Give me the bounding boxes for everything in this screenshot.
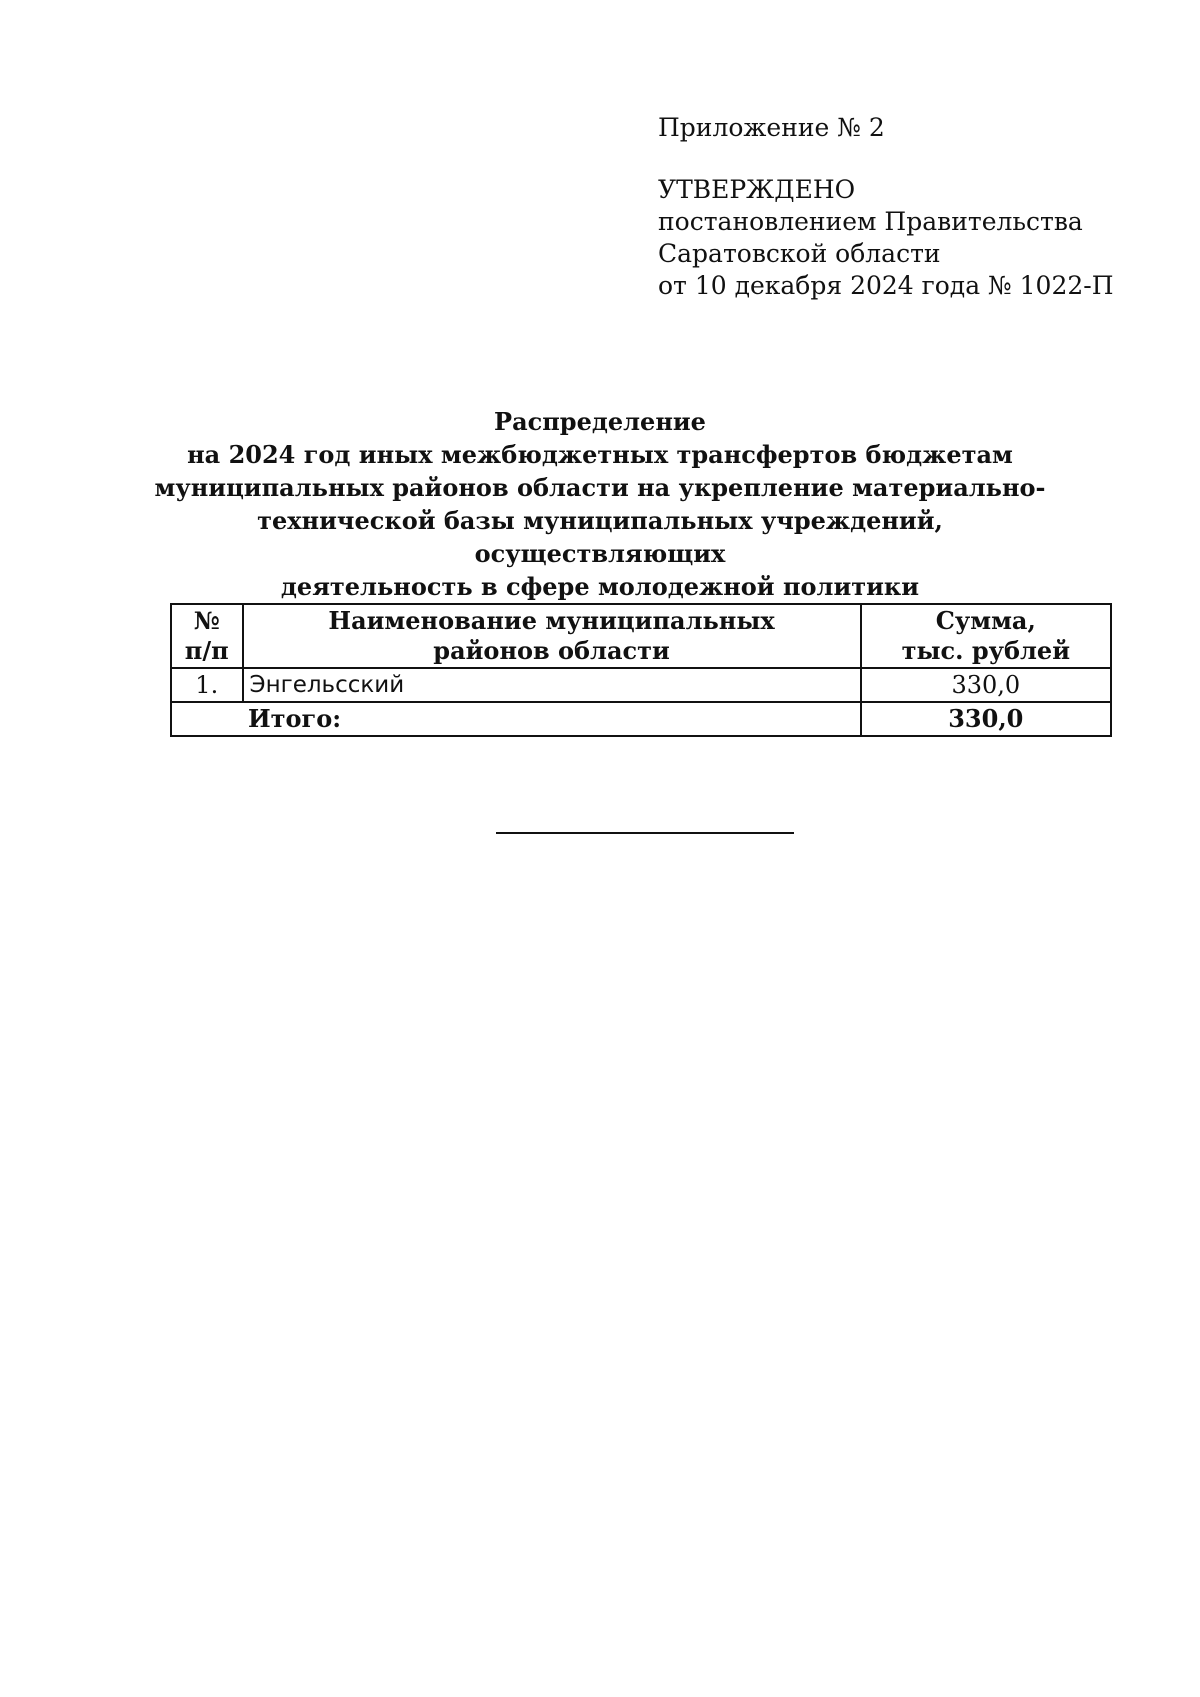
approval-line-2: Саратовской области [658,239,941,268]
document-title [150,405,1050,603]
row-district-name: Энгельсский [243,668,861,702]
title-line-3: муниципальных районов области на укрепление материально- [154,473,1046,502]
total-sum: 330,0 [861,702,1111,736]
header-number [171,604,243,668]
table-header-row [171,604,1111,668]
approval-line-1: постановлением Правительства [658,207,1083,236]
title-line-4: технической базы муниципальных учреждений, осуществляющих [257,506,943,568]
header-name-line-1: Наименование муниципальных [328,606,775,635]
header-sum [861,604,1111,668]
closing-divider-line [496,832,794,834]
total-row [171,702,1111,736]
approval-line-3: от 10 декабря 2024 года № 1022-П [658,271,1114,300]
row-number: 1. [171,668,243,702]
header-name-line-2: районов области [433,636,670,665]
row-sum: 330,0 [861,668,1111,702]
header-sum-line-1: Сумма, [935,606,1036,635]
approved-stamp-text: УТВЕРЖДЕНО [658,175,856,204]
header-name [243,604,861,668]
total-label: Итого: [171,702,861,736]
header-number-line-2: п/п [184,636,229,665]
table-row [171,668,1111,702]
annex-label: Приложение № 2 [658,113,885,142]
title-line-1: Распределение [494,407,706,436]
header-sum-line-2: тыс. рублей [901,636,1070,665]
distribution-table [170,603,1112,737]
title-line-5: деятельность в сфере молодежной политики [280,572,920,601]
header-number-line-1: № [193,606,220,635]
approval-block [658,112,1114,302]
title-line-2: на 2024 год иных межбюджетных трансфертов бюджетам [187,440,1013,469]
